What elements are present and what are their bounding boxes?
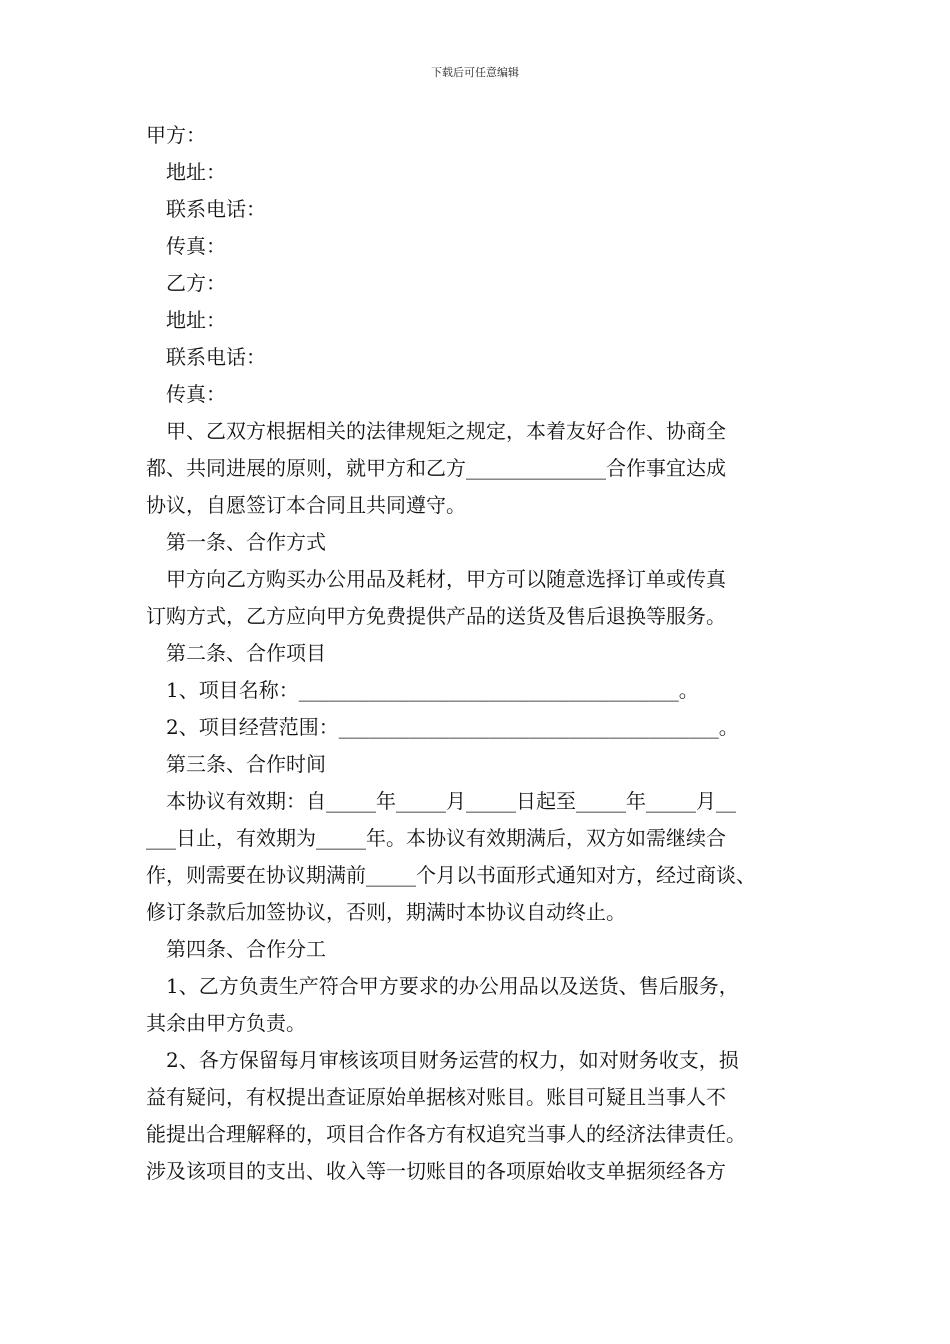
contract-body <box>146 117 810 1190</box>
article-3-line: 修订条款后加签协议，否则，期满时本协议自动终止。 <box>146 900 626 924</box>
article-3-line: 作，则需要在协议期满前_____个月以书面形式通知对方，经过商谈、 <box>146 863 756 887</box>
project-name-line: 1、项目名称：______________________________________。 <box>166 678 699 702</box>
article-4-item-1: 1、乙方负责生产符合甲方要求的办公用品以及送货、售后服务， <box>166 974 739 998</box>
project-scope-line: 2、项目经营范围：______________________________________。 <box>166 715 739 739</box>
article-1-line: 订购方式，乙方应向甲方免费提供产品的送货及售后退换等服务。 <box>146 604 726 628</box>
page-header: 下载后可任意编辑 <box>431 66 519 79</box>
article-2-heading: 第二条、合作项目 <box>166 641 326 665</box>
article-4-item-2: 能提出合理解释的，项目合作各方有权追究当事人的经济法律责任。 <box>146 1122 746 1146</box>
party-a-address: 地址： <box>166 160 226 184</box>
party-b-fax: 传真： <box>166 382 226 406</box>
article-1-heading: 第一条、合作方式 <box>166 530 326 554</box>
party-b-phone: 联系电话： <box>166 345 266 369</box>
article-4-item-2: 2、各方保留每月审核该项目财务运营的权力，如对财务收支，损 <box>166 1048 739 1072</box>
article-3-heading: 第三条、合作时间 <box>166 752 326 776</box>
article-1-line: 甲方向乙方购买办公用品及耗材，甲方可以随意选择订单或传真 <box>166 567 726 591</box>
party-a-phone: 联系电话： <box>166 197 266 221</box>
party-b-address: 地址： <box>166 308 226 332</box>
article-3-line: 本协议有效期：自_____年_____月_____日起至_____年_____月__ <box>166 789 736 813</box>
preamble-line: 协议，自愿签订本合同且共同遵守。 <box>146 493 466 517</box>
article-4-item-1: 其余由甲方负责。 <box>146 1011 306 1035</box>
party-b-label: 乙方： <box>166 271 226 295</box>
article-4-item-2: 涉及该项目的支出、收入等一切账目的各项原始收支单据须经各方 <box>146 1159 726 1183</box>
party-a-label: 甲方： <box>146 123 206 147</box>
preamble-line: 都、共同进展的原则，就甲方和乙方______________合作事宜达成 <box>146 456 726 480</box>
preamble-line: 甲、乙双方根据相关的法律规矩之规定，本着友好合作、协商全 <box>166 419 726 443</box>
article-4-heading: 第四条、合作分工 <box>166 937 326 961</box>
article-4-item-2: 益有疑问，有权提出查证原始单据核对账目。账目可疑且当事人不 <box>146 1085 726 1109</box>
article-3-line: ___日止，有效期为_____年。本协议有效期满后，双方如需继续合 <box>146 826 726 850</box>
party-a-fax: 传真： <box>166 234 226 258</box>
